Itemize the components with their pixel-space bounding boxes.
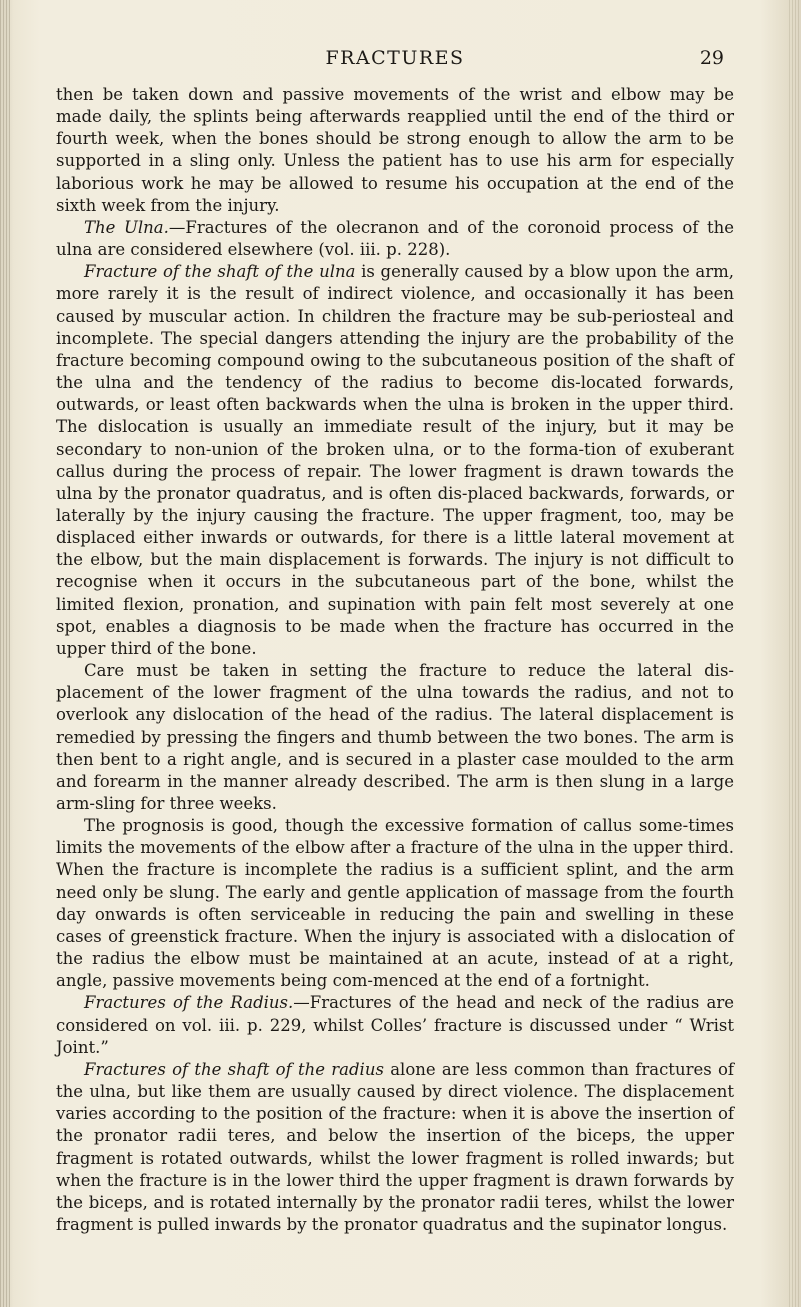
- section-heading-ulna: The Ulna.: [84, 217, 169, 237]
- section-heading-radius: Fractures of the Radius.: [84, 993, 294, 1013]
- paragraph-radius: [56, 992, 734, 1058]
- paragraph-setting-text: Care must be taken in setting the fracture to reduce the lateral dis-placement of the lower fragment of the ulna towards the radius, and not to overlook any dislocation of the head of the radius. The lateral displacement is remedied by pressing the fingers and thumb between the two bones. The arm is then bent to a right angle, and is secured in a plaster case moulded to the arm and forearm in the manner already described. The arm is then slung in a large arm-sling for three weeks.: [56, 661, 734, 813]
- paragraph-prognosis: [56, 815, 734, 992]
- paragraph-1-text: then be taken down and passive movements of the wrist and elbow may be made daily, the splints being afterwards reapplied until the end of the third or fourth week, when the bones should be strong enough to allow the arm to be supported in a sling only. Unless the patient has to use his arm for especially laborious work he may be allowed to resume his occupation at the end of the sixth week from the injury.: [56, 85, 734, 215]
- body-text: [56, 84, 734, 1236]
- paragraph-radius-shaft-text: alone are less common than fractures of the ulna, but like them are usually caused by direct violence. The displacement varies according to the position of the fracture: when it is above the insertion of the pronator radii teres, and below the insertion of the biceps, the upper fragment is rotated outwards, whilst the lower fragment is rolled inwards; but when the fracture is in the lower third the upper fragment is drawn forwards by the biceps, and is rotated internally by the pronator radii teres, whilst the lower fragment is pulled inwards by the pronator quadratus and the supinator longus.: [56, 1059, 735, 1234]
- section-heading-ulna-shaft: Fracture of the shaft of the ulna: [84, 262, 356, 282]
- running-head: [56, 46, 734, 70]
- paragraph-radius-text: —Fractures of the head and neck of the radius are considered on vol. iii. p. 229, whilst Colles’ fracture is discussed under “ Wrist Joint.”: [56, 993, 734, 1057]
- running-head-title: FRACTURES: [325, 47, 465, 69]
- paragraph-1: [56, 84, 734, 217]
- paragraph-ulna-shaft-text: is generally caused by a blow upon the arm, more rarely it is the result of indirect violence, and occasionally it has been caused by muscular action. In children the fracture may be sub-periosteal and incomplete. The special dangers attending the injury are the probability of the fracture becoming compound owing to the subcutaneous position of the shaft of the ulna and the tendency of the radius to become dis-located forwards, outwards, or least often backwards when the ulna is broken in the upper third. The dislocation is usually an immediate result of the injury, but it may be secondary to non-union of the broken ulna, or to the forma-tion of exuberant callus during the process of repair. The lower fragment is drawn towards the ulna by the pronator quadratus, and is often dis-placed backwards, forwards, or laterally by the injury causing the fracture. The upper fragment, too, may be displaced either inwards or outwards, for there is a little lateral movement at the elbow, but the main displacement is forwards. The injury is not difficult to recognise when it occurs in the subcutaneous part of the bone, whilst the limited flexion, pronation, and supination with pain felt most severely at one spot, enables a diagnosis to be made when the fracture has occurred in the upper third of the bone.: [56, 262, 734, 658]
- paragraph-setting-fracture: [56, 660, 734, 815]
- page-edge-left: [0, 0, 10, 1307]
- section-heading-radius-shaft: Fractures of the shaft of the radius: [84, 1059, 384, 1079]
- paragraph-ulna-text: —Fractures of the olecranon and of the coronoid process of the ulna are considered elsewhere (vol. iii. p. 228).: [56, 217, 734, 260]
- paragraph-ulna-shaft: [56, 261, 734, 660]
- paragraph-ulna: [56, 217, 734, 261]
- paragraph-radius-shaft: [56, 1059, 734, 1236]
- page-edge-right: [789, 0, 801, 1307]
- paragraph-prognosis-text: The prognosis is good, though the excessive formation of callus some-times limits the movements of the elbow after a fracture of the ulna in the upper third. When the fracture is incomplete the radius is a sufficient splint, and the arm need only be slung. The early and gentle application of massage from the fourth day onwards is often serviceable in reducing the pain and swelling in these cases of greenstick fracture. When the injury is associated with a dislocation of the radius the elbow must be maintained at an acute, instead of at a right, angle, passive movements being com-menced at the end of a fortnight.: [56, 816, 734, 991]
- page-number: 29: [699, 47, 724, 69]
